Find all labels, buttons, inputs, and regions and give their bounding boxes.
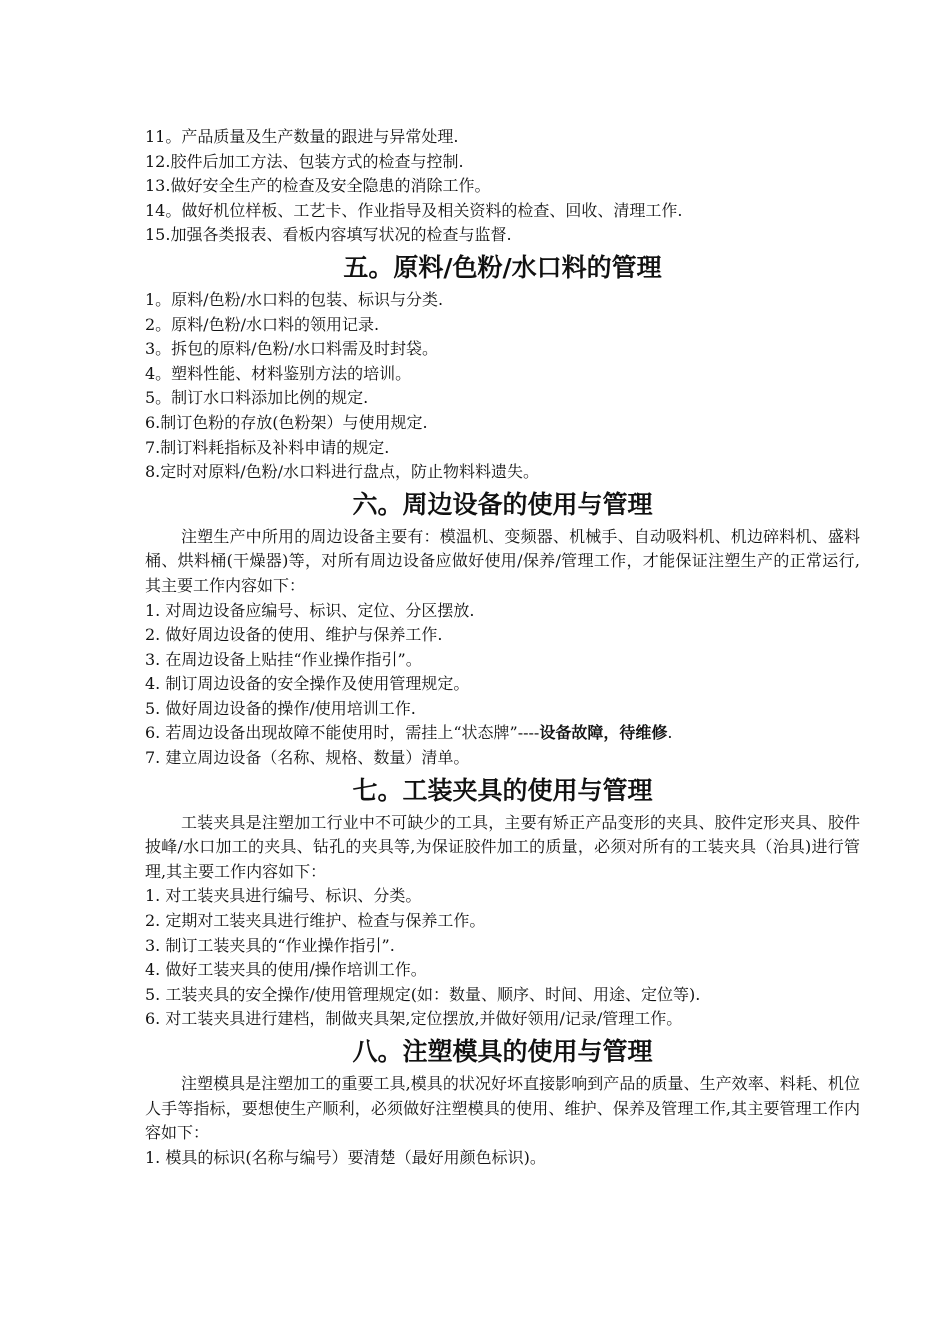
list-item: 15.加强各类报表、看板内容填写状况的检查与监督. bbox=[145, 225, 512, 245]
list-item: 6.制订色粉的存放(色粉架）与使用规定. bbox=[145, 412, 428, 432]
item-6-bold-text: 设备故障，待维修 bbox=[539, 723, 668, 743]
list-item: 1。原料/色粉/水口料的包装、标识与分类. bbox=[145, 289, 444, 309]
list-item: 5。制订水口料添加比例的规定. bbox=[145, 388, 369, 408]
list-item: 12.胶件后加工方法、包装方式的检查与控制. bbox=[145, 151, 464, 171]
list-item: 3. 在周边设备上贴挂“作业操作指引”。 bbox=[145, 649, 422, 669]
list-item: 1. 对工装夹具进行编号、标识、分类。 bbox=[145, 886, 422, 906]
list-item: 4. 制订周边设备的安全操作及使用管理规定。 bbox=[145, 674, 470, 694]
list-item: 2. 做好周边设备的使用、维护与保养工作. bbox=[145, 625, 443, 645]
list-item: 1. 对周边设备应编号、标识、定位、分区摆放. bbox=[145, 600, 475, 620]
section-7-list bbox=[145, 884, 860, 1032]
list-item bbox=[145, 721, 860, 746]
item-6-suffix: . bbox=[667, 723, 673, 743]
section-7-intro: 工装夹具是注塑加工行业中不可缺少的工具，主要有矫正产品变形的夹具、胶件定形夹具、胶件披峰/水口加工的夹具、钻孔的夹具等,为保证胶件加工的质量，必须对所有的工装夹具（治具)进行管理,其主要工作内容如下： bbox=[145, 812, 860, 881]
section-8-intro: 注塑模具是注塑加工的重要工具,模具的状况好坏直接影响到产品的质量、生产效率、料耗、机位人手等指标，要想使生产顺利，必须做好注塑模具的使用、维护、保养及管理工作,其主要管理工作内容如下： bbox=[145, 1074, 860, 1143]
section-8-heading: 八。注塑模具的使用与管理 bbox=[352, 1037, 653, 1066]
list-item: 6. 对工装夹具进行建档，制做夹具架,定位摆放,并做好领用/记录/管理工作。 bbox=[145, 1009, 683, 1029]
section-6-intro: 注塑生产中所用的周边设备主要有：模温机、变频器、机械手、自动吸料机、机边碎料机、盛料桶、烘料桶(干燥器)等，对所有周边设备应做好使用/保养/管理工作，才能保证注塑生产的正常运行,其主要工作内容如下： bbox=[145, 526, 860, 595]
section-5-list bbox=[145, 288, 860, 485]
section-6-heading: 六。周边设备的使用与管理 bbox=[352, 489, 653, 519]
item-6-prefix: 6. 若周边设备出现故障不能使用时，需挂上“状态牌”---- bbox=[145, 723, 540, 743]
list-item: 3。拆包的原料/色粉/水口料需及时封袋。 bbox=[145, 339, 438, 359]
section-6-list bbox=[145, 599, 860, 771]
list-item: 13.做好安全生产的检查及安全隐患的消除工作。 bbox=[145, 176, 491, 196]
list-item: 4。塑料性能、材料鉴别方法的培训。 bbox=[145, 363, 412, 383]
list-item: 1. 模具的标识(名称与编号）要清楚（最好用颜色标识)。 bbox=[145, 1147, 546, 1167]
list-item: 8.定时对原料/色粉/水口料进行盘点，防止物料料遗失。 bbox=[145, 462, 540, 482]
list-item: 5. 做好周边设备的操作/使用培训工作. bbox=[145, 698, 416, 718]
list-item: 2. 定期对工装夹具进行维护、检查与保养工作。 bbox=[145, 911, 486, 931]
list-item: 7.制订料耗指标及补料申请的规定. bbox=[145, 437, 390, 457]
list-item: 11。产品质量及生产数量的跟进与异常处理. bbox=[145, 127, 459, 146]
list-item: 5. 工装夹具的安全操作/使用管理规定(如：数量、顺序、时间、用途、定位等). bbox=[145, 984, 701, 1004]
document-content bbox=[145, 125, 860, 1170]
list-item: 4. 做好工装夹具的使用/操作培训工作。 bbox=[145, 960, 427, 980]
list-item: 2。原料/色粉/水口料的领用记录. bbox=[145, 314, 380, 334]
section-5-heading: 五。原料/色粉/水口料的管理 bbox=[343, 252, 662, 282]
list-item: 14。做好机位样板、工艺卡、作业指导及相关资料的检查、回收、清理工作. bbox=[145, 200, 683, 220]
section-7-heading: 七。工装夹具的使用与管理 bbox=[352, 775, 653, 805]
section-8-list bbox=[145, 1146, 860, 1171]
section-4-list bbox=[145, 125, 860, 248]
list-item: 7. 建立周边设备（名称、规格、数量）清单。 bbox=[145, 748, 470, 768]
list-item: 3. 制订工装夹具的“作业操作指引”. bbox=[145, 935, 395, 955]
